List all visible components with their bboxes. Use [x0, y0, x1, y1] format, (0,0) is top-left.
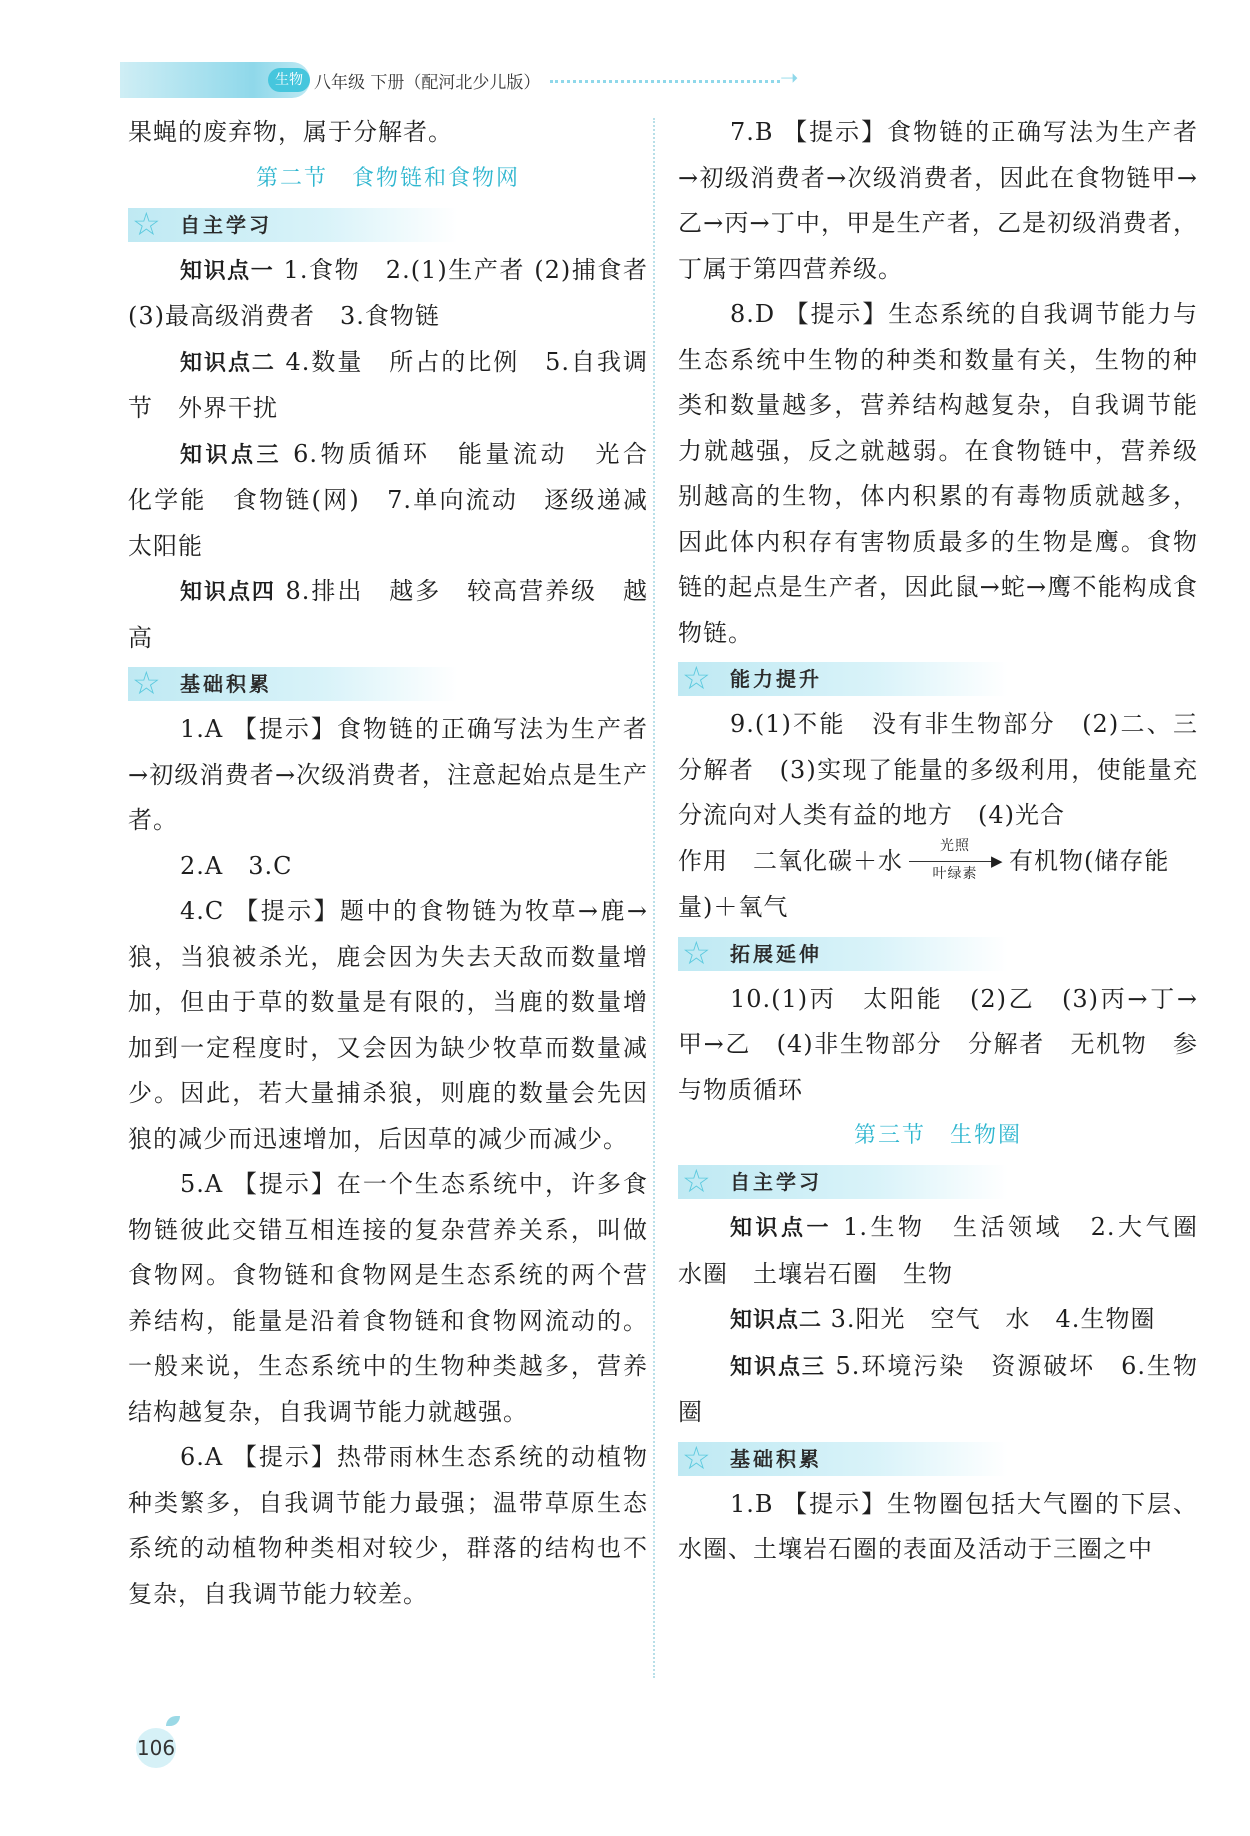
leaf-icon: [166, 1716, 180, 1726]
section-bar-label: 拓展延伸: [730, 941, 822, 966]
knowledge-point: [678, 1297, 1198, 1344]
answer-item: 8.D 【提示】生态系统的自我调节能力与生态系统中生物的种类和数量有关，生物的种类和数量越多，营养结构越复杂，自我调节能力就越强，反之就越弱。在食物链中，营养级别越高的生物，体内积累的有毒物质就越多，因此体内积存有害物质最多的生物是鹰。食物链的起点是生产者，因此鼠→蛇→鹰不能构成食物链。: [678, 300, 1198, 647]
reaction-condition-top: 光照: [940, 838, 970, 854]
section-bar-label: 基础积累: [730, 1446, 822, 1471]
knowledge-point-label: 知识点二: [730, 1308, 823, 1333]
section-bar-label: 自主学习: [730, 1170, 822, 1194]
knowledge-point-label: 知识点四: [180, 580, 276, 605]
section-bar-label: 能力提升: [730, 667, 822, 691]
subject-badge: 生物: [268, 68, 310, 92]
answer-item: 1.B 【提示】生物圈包括大气圈的下层、水圈、土壤岩石圈的表面及活动于三圈之中: [678, 1489, 1198, 1563]
knowledge-point-text: 1.生物 生活领域 2.大气圈 水圈 土壤岩石圈 生物: [678, 1213, 1223, 1288]
book-title: 八年级 下册（配河北少儿版）: [314, 73, 541, 93]
section-bar-label: 自主学习: [180, 212, 272, 237]
section-bar-extension: [678, 933, 1008, 972]
left-column: [128, 110, 673, 1617]
section-bar-self-study: [678, 1162, 1008, 1200]
knowledge-point-label: 知识点二: [180, 350, 276, 376]
right-column: [678, 110, 1223, 1573]
knowledge-point-text: 1.食物 2.(1)生产者 (2)捕食者 (3)最高级消费者 3.食物链: [128, 255, 673, 330]
star-icon: ☆: [682, 1162, 711, 1200]
knowledge-point: [678, 1344, 1198, 1436]
star-icon: ☆: [682, 1438, 711, 1477]
answer-item: 1.A 【提示】食物链的正确写法为生产者→初级消费者→次级消费者，注意起始点是生产者。: [128, 715, 648, 834]
answer-item: 2.A 3.C: [180, 851, 293, 880]
knowledge-point-text: 3.阳光 空气 水 4.生物圈: [822, 1305, 1156, 1333]
knowledge-point-label: 知识点三: [180, 442, 282, 468]
section-bar-ability: [678, 659, 1008, 697]
reaction-arrow: [907, 839, 1005, 885]
answer-item: 9.(1)不能 没有非生物部分 (2)二、三 分解者 (3)实现了能量的多级利用，使能量充分流向对人类有益的地方 (4)光合: [678, 710, 1223, 829]
arrow-line: [909, 861, 995, 862]
section-title: 第二节 食物链和食物网: [255, 165, 520, 191]
knowledge-point-text: 8.排出 越多 较高营养级 越高: [128, 577, 648, 652]
column-divider: [653, 118, 655, 1678]
section-bar-basic: [128, 664, 458, 702]
answer-item: 6.A 【提示】热带雨林生态系统的动植物种类繁多，自我调节能力最强；温带草原生态系统的动植物种类相对较少，群落的结构也不复杂，自我调节能力较差。: [128, 1443, 648, 1608]
star-icon: ☆: [682, 659, 711, 697]
knowledge-point: [128, 248, 673, 340]
equation-line: [678, 839, 1198, 886]
equation-text: 有机物(储存能: [1009, 846, 1170, 875]
answer-item: 7.B 【提示】食物链的正确写法为生产者→初级消费者→次级消费者，因此在食物链甲→乙→丙→丁中，甲是生产者，乙是初级消费者，丁属于第四营养级。: [678, 118, 1198, 283]
answer-item: 5.A 【提示】在一个生态系统中，许多食物链彼此交错互相连接的复杂营养关系，叫做食物网。食物链和食物网是生态系统的两个营养结构，能量是沿着食物链和食物网流动的。一般来说，生态系统中的生物种类越多，营养结构越复杂，自我调节能力就越强。: [128, 1170, 648, 1426]
knowledge-point: [128, 340, 648, 432]
paragraph: 果蝇的废弃物，属于分解者。: [128, 118, 453, 146]
header-dotted-line: [550, 80, 780, 83]
answer-item: 4.C 【提示】题中的食物链为牧草→鹿→狼，当狼被杀光，鹿会因为失去天敌而数量增加，但由于草的数量是有限的，当鹿的数量增加到一定程度时，又会因为缺少牧草而数量减少。因此，若大量捕杀狼，则鹿的数量会先因狼的减少而迅速增加，后因草的减少而减少。: [128, 897, 648, 1153]
knowledge-point: [678, 1205, 1223, 1297]
arrow-head-icon: ▶: [991, 852, 1004, 870]
paragraph: 量)＋氧气: [678, 893, 789, 921]
section-bar-label: 基础积累: [180, 672, 272, 696]
knowledge-point-label: 知识点三: [730, 1354, 826, 1380]
star-icon: ☆: [682, 933, 711, 972]
section-title: 第三节 生物圈: [853, 1123, 1022, 1148]
knowledge-point-text: 4.数量 所占的比例 5.自我调节 外界干扰: [128, 347, 648, 422]
arrow-icon: ➝: [780, 66, 799, 91]
answer-item: 10.(1)丙 太阳能 (2)乙 (3)丙→丁→甲→乙 (4)非生物部分 分解者 无机物 参与物质循环: [678, 984, 1198, 1104]
knowledge-point-text: 5.环境污染 资源破坏 6.生物圈: [678, 1351, 1198, 1426]
page-number: 106: [136, 1728, 176, 1768]
knowledge-point-label: 知识点一: [180, 258, 275, 284]
section-bar-basic: [678, 1438, 1008, 1477]
equation-text: 作用 二氧化碳＋水: [678, 846, 903, 875]
knowledge-point: [128, 432, 673, 570]
page-header: [120, 58, 840, 104]
reaction-condition-bottom: 叶绿素: [932, 866, 978, 882]
knowledge-point-text: 6.物质循环 能量流动 光合 化学能 食物链(网) 7.单向流动 逐级递减 太阳能: [128, 439, 673, 560]
star-icon: ☆: [132, 664, 161, 702]
knowledge-point: [128, 569, 648, 661]
section-bar-self-study: [128, 204, 458, 243]
star-icon: ☆: [132, 204, 161, 243]
knowledge-point-label: 知识点一: [730, 1216, 833, 1241]
